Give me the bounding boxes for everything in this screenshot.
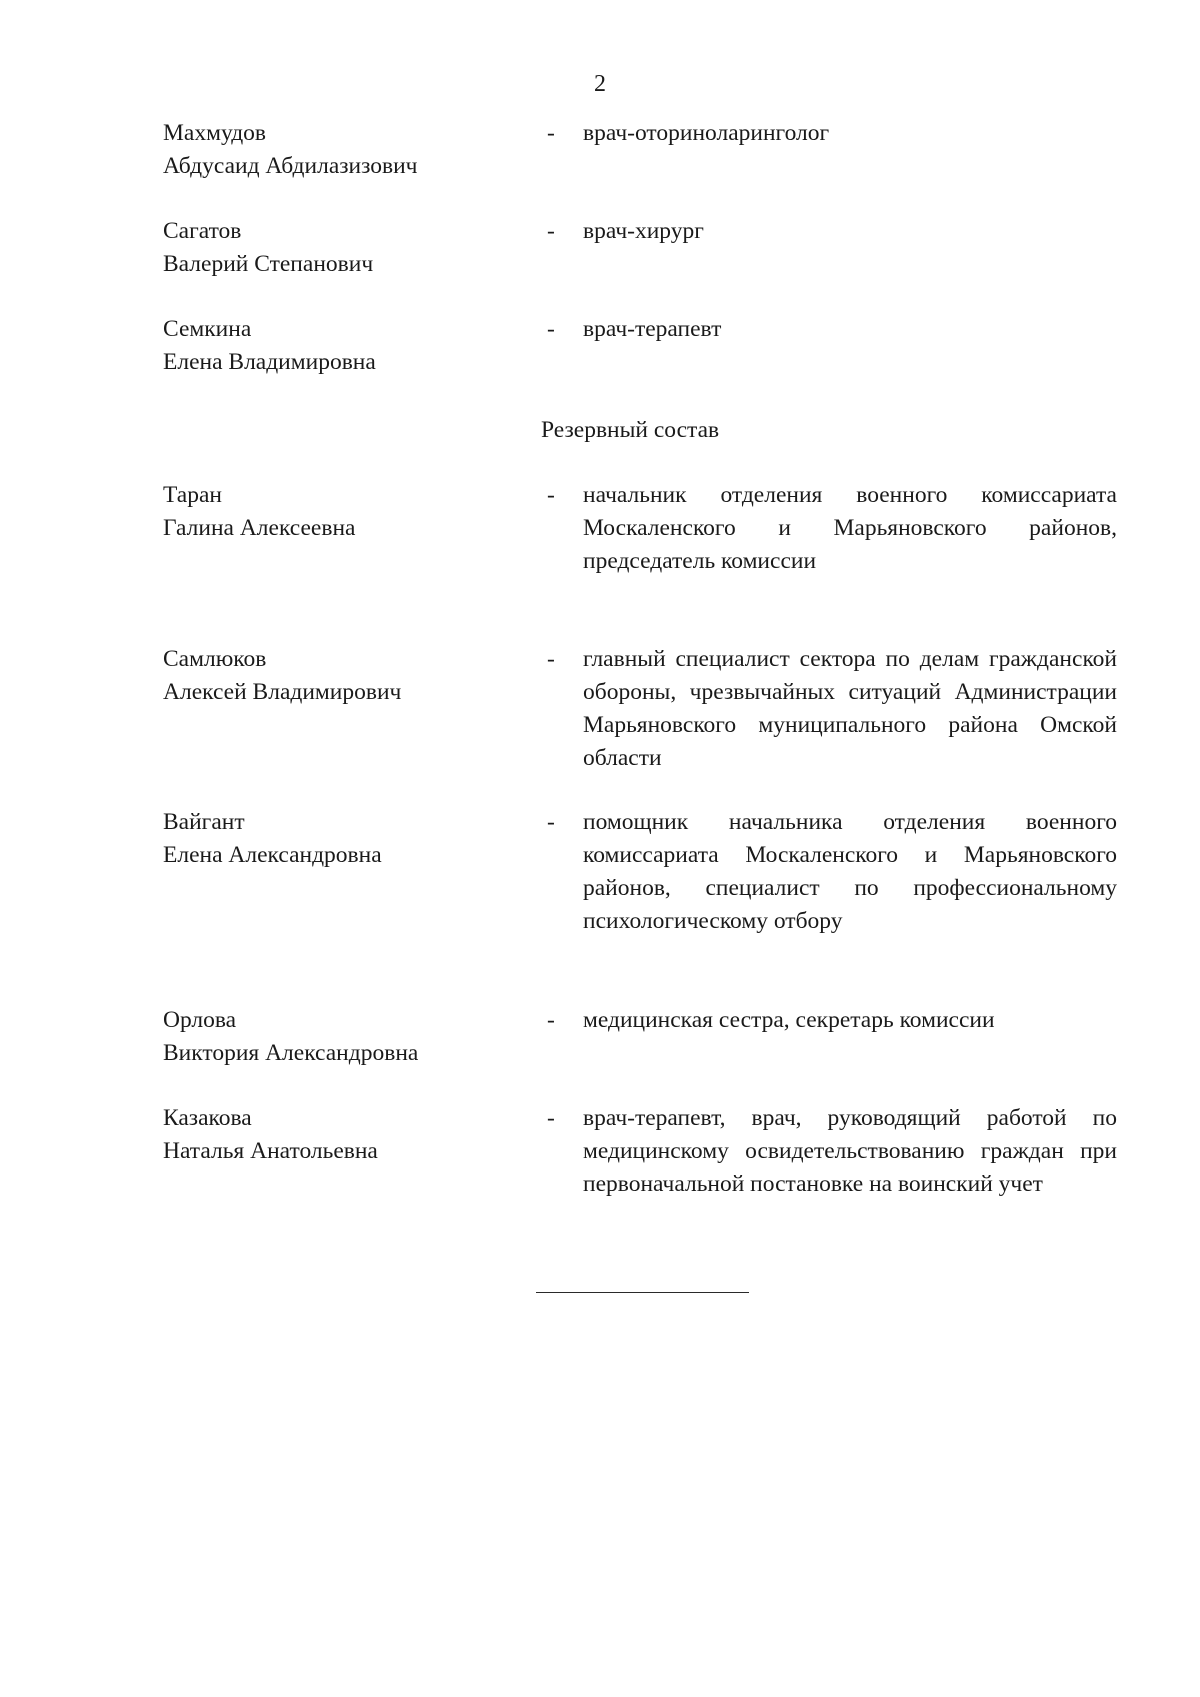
member-given-names: Елена Александровна <box>163 842 382 868</box>
member-surname: Казакова <box>163 1105 252 1131</box>
member-role: медицинская сестра, секретарь комиссии <box>583 1007 995 1033</box>
role-dash: - <box>547 1105 555 1131</box>
reserve-section-title: Резервный состав <box>541 417 720 443</box>
member-surname: Махмудов <box>163 120 267 146</box>
member-given-names: Елена Владимировна <box>163 349 376 375</box>
member-name <box>163 1004 523 1070</box>
member-role: помощник начальника отделения военного комиссариата Москаленского и Марьяновского районов, специалист по профессиональному психологическому отбору <box>583 809 1117 934</box>
page-number: 2 <box>594 71 606 97</box>
role-dash: - <box>547 218 555 244</box>
member-role: начальник отделения военного комиссариата Москаленского и Марьяновского районов, председатель комиссии <box>583 482 1117 574</box>
member-given-names: Наталья Анатольевна <box>163 1138 378 1164</box>
member-name <box>163 643 523 709</box>
member-role: врач-терапевт <box>583 316 722 342</box>
member-role: главный специалист сектора по делам гражданской обороны, чрезвычайных ситуаций Администрации Марьяновского муниципального района Омской области <box>583 646 1117 771</box>
member-surname: Орлова <box>163 1007 237 1033</box>
member-given-names: Абдусаид Абдилазизович <box>163 153 418 179</box>
member-surname: Вайгант <box>163 809 245 835</box>
member-given-names: Виктория Александровна <box>163 1040 419 1066</box>
role-dash: - <box>547 482 555 508</box>
member-surname: Сагатов <box>163 218 242 244</box>
role-dash: - <box>547 1007 555 1033</box>
member-name <box>163 313 523 379</box>
member-role: врач-хирург <box>583 218 704 244</box>
member-name <box>163 479 523 545</box>
member-role: врач-терапевт, врач, руководящий работой по медицинскому освидетельствованию граждан при первоначальной постановке на воинский учет <box>583 1105 1117 1197</box>
member-surname: Семкина <box>163 316 252 342</box>
member-name <box>163 117 523 183</box>
role-dash: - <box>547 646 555 672</box>
role-dash: - <box>547 120 555 146</box>
member-given-names: Алексей Владимирович <box>163 679 402 705</box>
member-name <box>163 215 523 281</box>
end-of-list-rule <box>536 1292 749 1293</box>
role-dash: - <box>547 809 555 835</box>
member-name <box>163 1102 523 1168</box>
member-role: врач-оториноларинголог <box>583 120 830 146</box>
member-given-names: Галина Алексеевна <box>163 515 356 541</box>
member-surname: Самлюков <box>163 646 267 672</box>
role-dash: - <box>547 316 555 342</box>
member-name <box>163 806 523 872</box>
member-surname: Таран <box>163 482 222 508</box>
member-given-names: Валерий Степанович <box>163 251 374 277</box>
